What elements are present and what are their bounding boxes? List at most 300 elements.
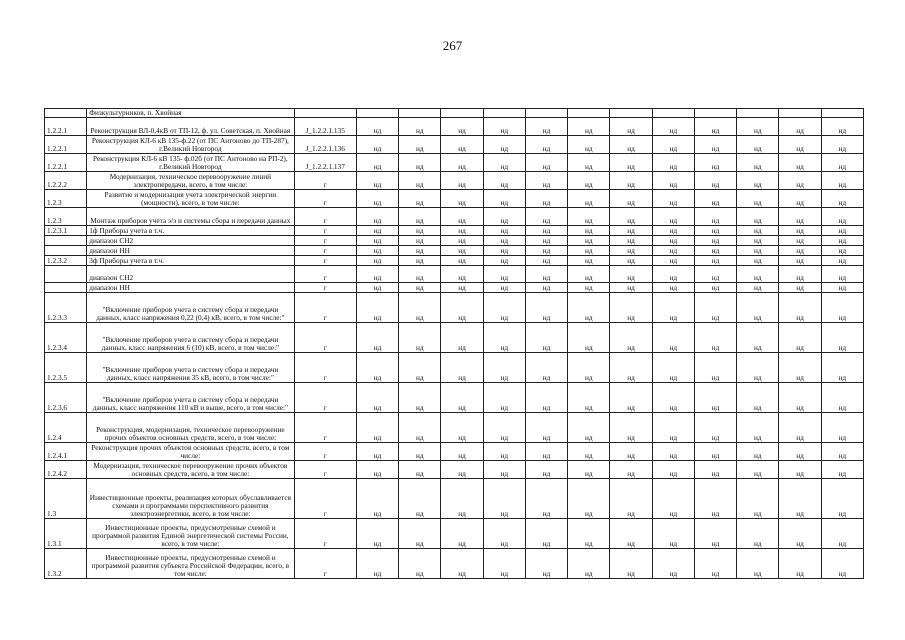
row-number-cell: 1.2.4.2 (45, 461, 87, 479)
value-cell: нд (356, 154, 398, 172)
value-cell: нд (525, 283, 567, 293)
value-cell: нд (779, 246, 821, 256)
value-cell (652, 109, 694, 118)
value-cell: нд (441, 323, 483, 353)
value-cell: нд (694, 118, 736, 136)
project-code-cell: г (294, 172, 356, 190)
value-cell: нд (356, 549, 398, 579)
value-cell: нд (483, 479, 525, 519)
value-cell: нд (821, 118, 863, 136)
value-cell: нд (652, 226, 694, 236)
value-cell: нд (483, 172, 525, 190)
value-cell: нд (694, 413, 736, 443)
row-number-cell: 1.3 (45, 479, 87, 519)
value-cell: нд (737, 293, 779, 323)
value-cell: нд (441, 246, 483, 256)
value-cell: нд (694, 293, 736, 323)
table-row (45, 136, 864, 154)
value-cell: нд (441, 226, 483, 236)
value-cell: нд (610, 461, 652, 479)
row-number-cell: 1.2.3.4 (45, 323, 87, 353)
value-cell: нд (821, 549, 863, 579)
value-cell: нд (525, 208, 567, 226)
value-cell: нд (737, 479, 779, 519)
project-code-cell: г (294, 443, 356, 461)
value-cell: нд (399, 172, 441, 190)
value-cell: нд (356, 383, 398, 413)
value-cell: нд (356, 256, 398, 266)
value-cell: нд (441, 190, 483, 208)
value-cell: нд (652, 479, 694, 519)
row-title-cell: Модернизация, техническое перевооружение прочих объектов основных средств, всего, в том числе: (87, 461, 294, 479)
value-cell: нд (568, 293, 610, 323)
table-row (45, 353, 864, 383)
value-cell: нд (694, 154, 736, 172)
value-cell: нд (737, 118, 779, 136)
value-cell: нд (694, 236, 736, 246)
value-cell: нд (483, 323, 525, 353)
value-cell: нд (568, 443, 610, 461)
row-number-cell: 1.2.3 (45, 190, 87, 208)
row-title-cell: Инвестиционные проекты, предусмотренные схемой и программой развития Единой энергетической системы России, всего, в том числе: (87, 519, 294, 549)
value-cell: нд (483, 293, 525, 323)
value-cell: нд (568, 190, 610, 208)
value-cell: нд (525, 293, 567, 323)
value-cell: нд (779, 353, 821, 383)
value-cell: нд (737, 256, 779, 266)
value-cell: нд (568, 266, 610, 283)
value-cell: нд (441, 256, 483, 266)
value-cell: нд (356, 413, 398, 443)
row-title-cell: Реконструкция КЛ-6 кВ 135-ф.22 (от ПС Антоново до ТП-287), г.Великий Новгород (87, 136, 294, 154)
row-title-cell: Реконструкция ВЛ-0,4кВ от ТП-12, ф. ул. Советская, п. Хвойная (87, 118, 294, 136)
table-row (45, 443, 864, 461)
value-cell: нд (568, 136, 610, 154)
value-cell: нд (610, 190, 652, 208)
value-cell: нд (737, 226, 779, 236)
page-number: 267 (442, 38, 463, 53)
value-cell: нд (483, 266, 525, 283)
value-cell: нд (399, 549, 441, 579)
value-cell: нд (737, 154, 779, 172)
value-cell: нд (356, 266, 398, 283)
value-cell: нд (525, 413, 567, 443)
row-number-cell: 1.2.3.1 (45, 226, 87, 236)
value-cell: нд (652, 413, 694, 443)
value-cell: нд (441, 519, 483, 549)
value-cell: нд (737, 353, 779, 383)
value-cell: нд (821, 256, 863, 266)
value-cell: нд (610, 256, 652, 266)
table-row (45, 323, 864, 353)
table-row (45, 118, 864, 136)
value-cell: нд (652, 118, 694, 136)
value-cell: нд (399, 236, 441, 246)
value-cell: нд (483, 443, 525, 461)
value-cell: нд (694, 549, 736, 579)
value-cell: нд (652, 172, 694, 190)
value-cell: нд (821, 236, 863, 246)
value-cell: нд (483, 549, 525, 579)
value-cell: нд (737, 519, 779, 549)
value-cell: нд (399, 190, 441, 208)
row-title-cell: 1ф Приборы учета в т.ч. (87, 226, 294, 236)
value-cell: нд (779, 236, 821, 246)
table-row (45, 519, 864, 549)
row-title-cell: Инвестиционные проекты, реализация которых обуславливается схемами и программами перспективного развития электроэнергетики, всего, в том числе: (87, 479, 294, 519)
value-cell: нд (399, 256, 441, 266)
value-cell: нд (610, 413, 652, 443)
value-cell: нд (399, 208, 441, 226)
value-cell (610, 109, 652, 118)
value-cell: нд (610, 208, 652, 226)
value-cell: нд (483, 461, 525, 479)
value-cell: нд (737, 461, 779, 479)
value-cell: нд (821, 323, 863, 353)
value-cell: нд (779, 226, 821, 236)
value-cell: нд (737, 246, 779, 256)
value-cell: нд (441, 293, 483, 323)
value-cell (779, 109, 821, 118)
table-row (45, 266, 864, 283)
value-cell: нд (399, 118, 441, 136)
value-cell: нд (610, 283, 652, 293)
project-code-cell (294, 109, 356, 118)
value-cell: нд (779, 479, 821, 519)
value-cell: нд (525, 256, 567, 266)
value-cell: нд (568, 383, 610, 413)
value-cell: нд (779, 256, 821, 266)
project-code-cell: J_1.2.2.1.136 (294, 136, 356, 154)
value-cell: нд (652, 443, 694, 461)
value-cell: нд (779, 118, 821, 136)
value-cell: нд (610, 136, 652, 154)
value-cell: нд (525, 118, 567, 136)
project-code-cell: г (294, 353, 356, 383)
table-body (45, 109, 864, 579)
value-cell: нд (610, 266, 652, 283)
value-cell: нд (441, 236, 483, 246)
value-cell: нд (356, 118, 398, 136)
table-row (45, 283, 864, 293)
value-cell: нд (399, 154, 441, 172)
value-cell: нд (694, 461, 736, 479)
value-cell: нд (525, 549, 567, 579)
value-cell: нд (694, 283, 736, 293)
value-cell: нд (525, 353, 567, 383)
value-cell: нд (483, 353, 525, 383)
value-cell: нд (483, 383, 525, 413)
value-cell: нд (399, 266, 441, 283)
value-cell: нд (399, 246, 441, 256)
value-cell: нд (652, 266, 694, 283)
value-cell: нд (694, 172, 736, 190)
table-row (45, 293, 864, 323)
value-cell: нд (610, 293, 652, 323)
value-cell: нд (441, 208, 483, 226)
value-cell: нд (779, 190, 821, 208)
value-cell: нд (399, 293, 441, 323)
value-cell: нд (821, 461, 863, 479)
table-row (45, 413, 864, 443)
value-cell: нд (483, 236, 525, 246)
value-cell: нд (737, 283, 779, 293)
project-code-cell: г (294, 549, 356, 579)
value-cell: нд (399, 443, 441, 461)
value-cell: нд (568, 208, 610, 226)
value-cell: нд (610, 549, 652, 579)
project-code-cell: г (294, 283, 356, 293)
value-cell: нд (779, 283, 821, 293)
value-cell (525, 109, 567, 118)
value-cell: нд (356, 226, 398, 236)
value-cell: нд (737, 413, 779, 443)
value-cell: нд (525, 443, 567, 461)
value-cell: нд (568, 519, 610, 549)
value-cell: нд (568, 256, 610, 266)
row-title-cell: Реконструкция прочих объектов основных средств, всего, в том числе: (87, 443, 294, 461)
value-cell: нд (568, 549, 610, 579)
value-cell: нд (652, 236, 694, 246)
value-cell: нд (610, 383, 652, 413)
row-number-cell: 1.2.2.1 (45, 154, 87, 172)
value-cell: нд (568, 118, 610, 136)
value-cell: нд (652, 256, 694, 266)
data-table (44, 108, 864, 579)
row-title-cell: диапазон СН2 (87, 236, 294, 246)
row-title-cell: 3ф Приборы учета в т.ч. (87, 256, 294, 266)
value-cell (737, 109, 779, 118)
table-row (45, 479, 864, 519)
value-cell: нд (694, 190, 736, 208)
value-cell: нд (483, 246, 525, 256)
value-cell (694, 109, 736, 118)
value-cell: нд (779, 208, 821, 226)
value-cell: нд (821, 208, 863, 226)
value-cell: нд (652, 293, 694, 323)
value-cell: нд (399, 353, 441, 383)
value-cell: нд (779, 136, 821, 154)
row-title-cell: "Включение приборов учета в систему сбора и передачи данных, класс напряжения 0,22 (0,4) кВ, всего, в том числе:" (87, 293, 294, 323)
value-cell: нд (441, 383, 483, 413)
value-cell: нд (821, 172, 863, 190)
value-cell: нд (779, 443, 821, 461)
value-cell: нд (356, 323, 398, 353)
value-cell: нд (356, 246, 398, 256)
table-row (45, 383, 864, 413)
value-cell: нд (821, 383, 863, 413)
table-row (45, 549, 864, 579)
table-row (45, 256, 864, 266)
row-title-cell: Монтаж приборов учета э/э и системы сбора и передачи данных (87, 208, 294, 226)
value-cell: нд (610, 246, 652, 256)
table-row (45, 208, 864, 226)
value-cell: нд (737, 208, 779, 226)
value-cell: нд (483, 190, 525, 208)
value-cell: нд (610, 172, 652, 190)
value-cell: нд (441, 549, 483, 579)
value-cell: нд (525, 461, 567, 479)
value-cell (399, 109, 441, 118)
value-cell: нд (441, 266, 483, 283)
value-cell: нд (568, 413, 610, 443)
table-row (45, 236, 864, 246)
row-title-cell: Модернизация, техническое перевооружение линий электропередачи, всего, в том числе: (87, 172, 294, 190)
value-cell: нд (483, 136, 525, 154)
value-cell: нд (821, 293, 863, 323)
project-code-cell: J_1.2.2.1.135 (294, 118, 356, 136)
value-cell: нд (610, 236, 652, 246)
value-cell: нд (779, 383, 821, 413)
project-code-cell: г (294, 383, 356, 413)
value-cell: нд (821, 226, 863, 236)
table-row (45, 190, 864, 208)
value-cell: нд (694, 519, 736, 549)
project-code-cell: г (294, 323, 356, 353)
value-cell: нд (441, 413, 483, 443)
value-cell: нд (652, 461, 694, 479)
value-cell: нд (399, 461, 441, 479)
value-cell: нд (779, 413, 821, 443)
value-cell: нд (525, 190, 567, 208)
project-code-cell: г (294, 479, 356, 519)
value-cell: нд (821, 246, 863, 256)
table-row (45, 226, 864, 236)
value-cell: нд (821, 136, 863, 154)
row-number-cell (45, 246, 87, 256)
value-cell: нд (821, 283, 863, 293)
value-cell: нд (652, 353, 694, 383)
value-cell: нд (652, 208, 694, 226)
value-cell: нд (821, 413, 863, 443)
value-cell: нд (525, 323, 567, 353)
table-sheet (44, 108, 864, 579)
value-cell: нд (652, 283, 694, 293)
row-title-cell: диапазон НН (87, 246, 294, 256)
row-number-cell: 1.2.2.1 (45, 136, 87, 154)
row-title-cell: "Включение приборов учета в систему сбора и передачи данных, класс напряжения 6 (10) кВ, всего, в том числе:" (87, 323, 294, 353)
project-code-cell: г (294, 266, 356, 283)
value-cell: нд (821, 353, 863, 383)
value-cell: нд (694, 256, 736, 266)
value-cell: нд (737, 266, 779, 283)
value-cell: нд (652, 519, 694, 549)
value-cell: нд (779, 172, 821, 190)
value-cell: нд (821, 443, 863, 461)
value-cell: нд (779, 519, 821, 549)
value-cell (356, 109, 398, 118)
row-number-cell (45, 109, 87, 118)
value-cell: нд (525, 236, 567, 246)
project-code-cell: J_1.2.2.1.137 (294, 154, 356, 172)
value-cell: нд (694, 226, 736, 236)
value-cell: нд (399, 283, 441, 293)
row-number-cell: 1.2.3.2 (45, 256, 87, 266)
value-cell: нд (779, 293, 821, 323)
row-number-cell: 1.3.1 (45, 519, 87, 549)
value-cell: нд (399, 383, 441, 413)
value-cell: нд (525, 246, 567, 256)
value-cell: нд (821, 479, 863, 519)
row-title-cell: Физкультурников, п. Хвойная (87, 109, 294, 118)
value-cell: нд (441, 283, 483, 293)
row-title-cell: диапазон СН2 (87, 266, 294, 283)
value-cell: нд (610, 443, 652, 461)
value-cell: нд (568, 154, 610, 172)
value-cell: нд (483, 413, 525, 443)
value-cell: нд (737, 323, 779, 353)
value-cell: нд (441, 118, 483, 136)
value-cell: нд (652, 383, 694, 413)
value-cell: нд (568, 323, 610, 353)
value-cell: нд (610, 353, 652, 383)
value-cell: нд (610, 519, 652, 549)
value-cell: нд (483, 283, 525, 293)
value-cell: нд (525, 172, 567, 190)
value-cell: нд (356, 172, 398, 190)
row-number-cell: 1.3.2 (45, 549, 87, 579)
value-cell: нд (399, 479, 441, 519)
row-number-cell: 1.2.3.3 (45, 293, 87, 323)
project-code-cell: г (294, 246, 356, 256)
row-number-cell (45, 236, 87, 246)
value-cell: нд (483, 154, 525, 172)
value-cell: нд (525, 479, 567, 519)
value-cell: нд (483, 118, 525, 136)
value-cell: нд (399, 226, 441, 236)
value-cell: нд (441, 154, 483, 172)
value-cell: нд (441, 443, 483, 461)
value-cell: нд (441, 479, 483, 519)
value-cell: нд (610, 118, 652, 136)
value-cell: нд (356, 236, 398, 246)
value-cell: нд (737, 172, 779, 190)
project-code-cell: г (294, 293, 356, 323)
row-number-cell: 1.2.3.6 (45, 383, 87, 413)
value-cell: нд (737, 383, 779, 413)
row-number-cell: 1.2.2.1 (45, 118, 87, 136)
value-cell: нд (610, 226, 652, 236)
table-row (45, 172, 864, 190)
value-cell: нд (441, 461, 483, 479)
value-cell: нд (356, 443, 398, 461)
value-cell: нд (356, 136, 398, 154)
value-cell: нд (694, 208, 736, 226)
value-cell: нд (525, 266, 567, 283)
value-cell: нд (694, 246, 736, 256)
value-cell: нд (399, 323, 441, 353)
value-cell: нд (356, 479, 398, 519)
table-row (45, 461, 864, 479)
project-code-cell: г (294, 413, 356, 443)
value-cell: нд (694, 479, 736, 519)
row-title-cell: "Включение приборов учета в систему сбора и передачи данных, класс напряжения 35 кВ, всего, в том числе:" (87, 353, 294, 383)
value-cell: нд (525, 383, 567, 413)
value-cell: нд (652, 190, 694, 208)
value-cell: нд (652, 154, 694, 172)
value-cell: нд (356, 208, 398, 226)
row-number-cell: 1.2.3 (45, 208, 87, 226)
row-title-cell: Инвестиционные проекты, предусмотренные схемой и программой развития субъекта Российской Федерации, всего, в том числе: (87, 549, 294, 579)
value-cell: нд (779, 549, 821, 579)
value-cell: нд (779, 323, 821, 353)
value-cell: нд (568, 246, 610, 256)
value-cell: нд (652, 323, 694, 353)
value-cell: нд (610, 154, 652, 172)
value-cell (821, 109, 863, 118)
value-cell: нд (399, 413, 441, 443)
value-cell: нд (441, 136, 483, 154)
